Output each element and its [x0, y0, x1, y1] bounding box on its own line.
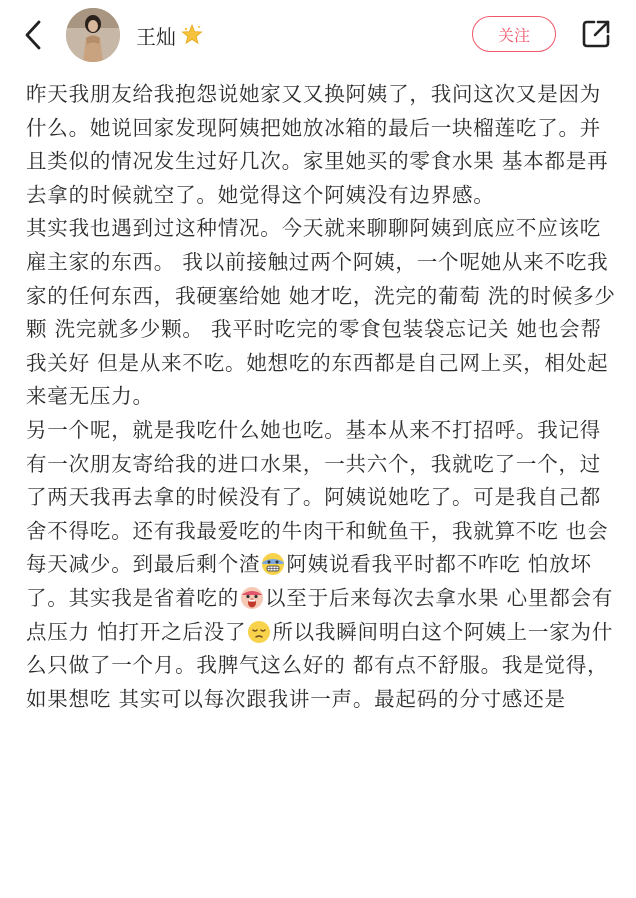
avatar[interactable] — [66, 8, 120, 62]
verified-star-icon — [180, 23, 204, 47]
post-text: 所以我瞬间明白这个阿姨上一家为什么只做了一个月。我脾气这么好的 都有点不舒服。我是觉得，如果想吃 其实可以每次跟我讲一声。最起码的分寸感还是 — [26, 619, 614, 711]
post-paragraph: 昨天我朋友给我抱怨说她家又又换阿姨了，我问这次又是因为什么。她说回家发现阿姨把她放冰箱的最后一块榴莲吃了。并且类似的情况发生过好几次。家里她买的零食水果 基本都是再去拿的时候就空了。她觉得这个阿姨没有边界感。 — [26, 82, 609, 207]
post-paragraph: 其实我也遇到过这种情况。今天就来聊聊阿姨到底应不应该吃雇主家的东西。 我以前接触过两个阿姨，一个呢她从来不吃我家的任何东西，我硬塞给她 她才吃，洗完的葡萄 洗的时候多少颗 洗完就多少颗。 我平时吃完的零食包装袋忘记关 她也会帮我关好 但是从来不吃。她想吃的东西都是自己网上买，相处起来毫无压力。 — [26, 216, 616, 409]
post-paragraph — [26, 414, 616, 716]
pensive-emoji-icon — [247, 620, 271, 644]
grimace-emoji-icon — [261, 552, 285, 576]
post-text: 以至于后来每次去拿水果 心里都会有点压力 怕打开之后没了 — [26, 585, 614, 644]
username-area[interactable] — [136, 20, 204, 50]
post-header — [0, 0, 636, 72]
back-arrow-icon[interactable] — [18, 20, 48, 50]
username[interactable]: 王灿 — [136, 24, 176, 49]
post-text: 另一个呢，就是我吃什么她也吃。基本从来不打招呼。我记得有一次朋友寄给我的进口水果，一共六个，我就吃了一个，过了两天我再去拿的时候没有了。阿姨说她吃了。可是我自己都舍不得吃。还有我最爱吃的牛肉干和鱿鱼干，我就算不吃 也会每天减少。到最后剩个渣 — [26, 417, 609, 577]
post-body — [26, 78, 616, 716]
share-icon[interactable] — [580, 18, 612, 50]
follow-button[interactable]: 关注 — [472, 16, 556, 52]
screaming-emoji-icon — [240, 586, 264, 610]
post-text: 阿姨说看我平时都不咋吃 怕放坏了。其实我是省着吃的 — [26, 552, 592, 610]
